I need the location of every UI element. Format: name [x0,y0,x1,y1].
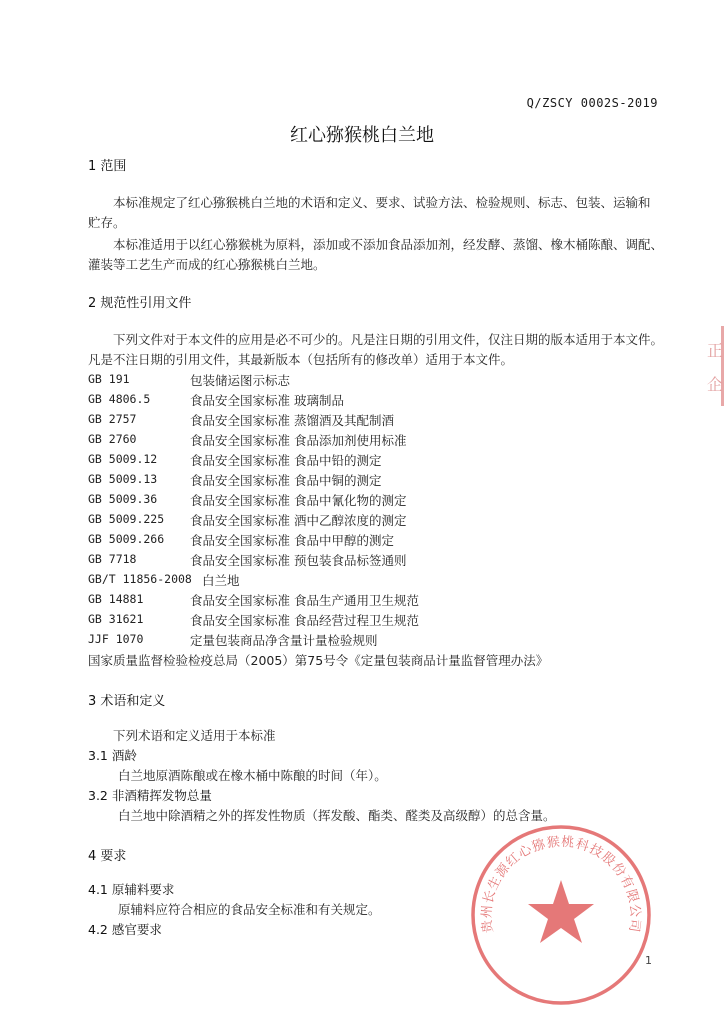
document-title: 红心猕猴桃白兰地 [290,125,434,146]
edge-stamp-fragment [704,326,724,406]
standard-number: Q/ZSCY 0002S-2019 [526,96,658,110]
section-2-heading: 2 规范性引用文件 [88,296,192,311]
seal-text: 贵州长生源红心猕猴桃科技股份有限公司 [479,834,643,934]
term-1-definition: 白兰地原酒陈酿或在橡木桶中陈酿的时间（年）。 [118,768,387,783]
ref-name: 食品安全国家标准 酒中乙醇浓度的测定 [190,513,407,528]
section-1-heading: 1 范围 [88,159,127,174]
seal-star-icon [528,880,594,943]
scope-paragraph-2-line-2: 灌装等工艺生产而成的红心猕猴桃白兰地。 [88,257,326,272]
ref-code: GB 14881 [88,592,144,606]
term-1-heading: 3.1 酒龄 [88,748,137,763]
ref-code: GB 31621 [88,612,144,626]
section-3-heading: 3 术语和定义 [88,694,166,709]
edge-stamp-char: 企 [706,375,723,394]
ref-name: 食品安全国家标准 食品中铜的测定 [190,473,382,488]
ref-code: GB 5009.225 [88,512,165,526]
ref-name: 食品安全国家标准 食品经营过程卫生规范 [190,613,419,628]
refs-intro-line-2: 凡是不注日期的引用文件，其最新版本（包括所有的修改单）适用于本文件。 [88,352,514,367]
section-4-heading: 4 要求 [88,849,127,864]
scope-paragraph-1-line-2: 贮存。 [88,215,126,230]
ref-code: GB 5009.266 [88,532,165,546]
ref-code: GB 5009.36 [88,492,158,506]
ref-name: 食品安全国家标准 食品中铅的测定 [190,453,382,468]
company-seal [468,822,654,1008]
ref-code: GB 2760 [88,432,137,446]
ref-name: 食品安全国家标准 食品中氰化物的测定 [190,493,407,508]
ref-name: 白兰地 [202,573,240,588]
ref-code: GB 191 [88,372,130,386]
ref-name: 食品安全国家标准 玻璃制品 [190,393,344,408]
regulation-order-line: 国家质量监督检验检疫总局（2005）第75号令《定量包装商品计量监督管理办法》 [88,653,549,668]
ref-name: 食品安全国家标准 蒸馏酒及其配制酒 [190,413,394,428]
ref-code: GB 4806.5 [88,392,151,406]
terms-intro: 下列术语和定义适用于本标准 [113,728,276,743]
refs-intro-line-1: 下列文件对于本文件的应用是必不可少的。凡是注日期的引用文件，仅注日期的版本适用于本文件。 [113,332,664,347]
ref-code: GB/T 11856-2008 [88,572,192,586]
section-4-1-heading: 4.1 原辅料要求 [88,882,175,897]
scope-paragraph-1-line-1: 本标准规定了红心猕猴桃白兰地的术语和定义、要求、试验方法、检验规则、标志、包装、运输和 [113,195,651,210]
ref-name: 食品安全国家标准 预包装食品标签通则 [190,553,407,568]
ref-code: GB 7718 [88,552,137,566]
ref-name: 食品安全国家标准 食品添加剂使用标准 [190,433,407,448]
section-4-1-text: 原辅料应符合相应的食品安全标准和有关规定。 [118,902,381,917]
ref-code: JJF 1070 [88,632,144,646]
section-4-2-heading: 4.2 感官要求 [88,922,162,937]
scope-paragraph-2-line-1: 本标准适用于以红心猕猴桃为原料，添加或不添加食品添加剂，经发酵、蒸馏、橡木桶陈酿、调配、 [113,237,664,252]
term-2-definition: 白兰地中除酒精之外的挥发性物质（挥发酸、酯类、醛类及高级醇）的总含量。 [118,808,556,823]
ref-code: GB 2757 [88,412,137,426]
edge-stamp-char: 正 [706,341,723,360]
ref-code: GB 5009.12 [88,452,158,466]
ref-name: 定量包装商品净含量计量检验规则 [190,633,378,648]
ref-name: 食品安全国家标准 食品中甲醇的测定 [190,533,394,548]
ref-name: 食品安全国家标准 食品生产通用卫生规范 [190,593,419,608]
term-2-heading: 3.2 非酒精挥发物总量 [88,788,212,803]
page-number: 1 [645,954,652,967]
ref-code: GB 5009.13 [88,472,158,486]
ref-name: 包装储运图示标志 [190,373,291,388]
